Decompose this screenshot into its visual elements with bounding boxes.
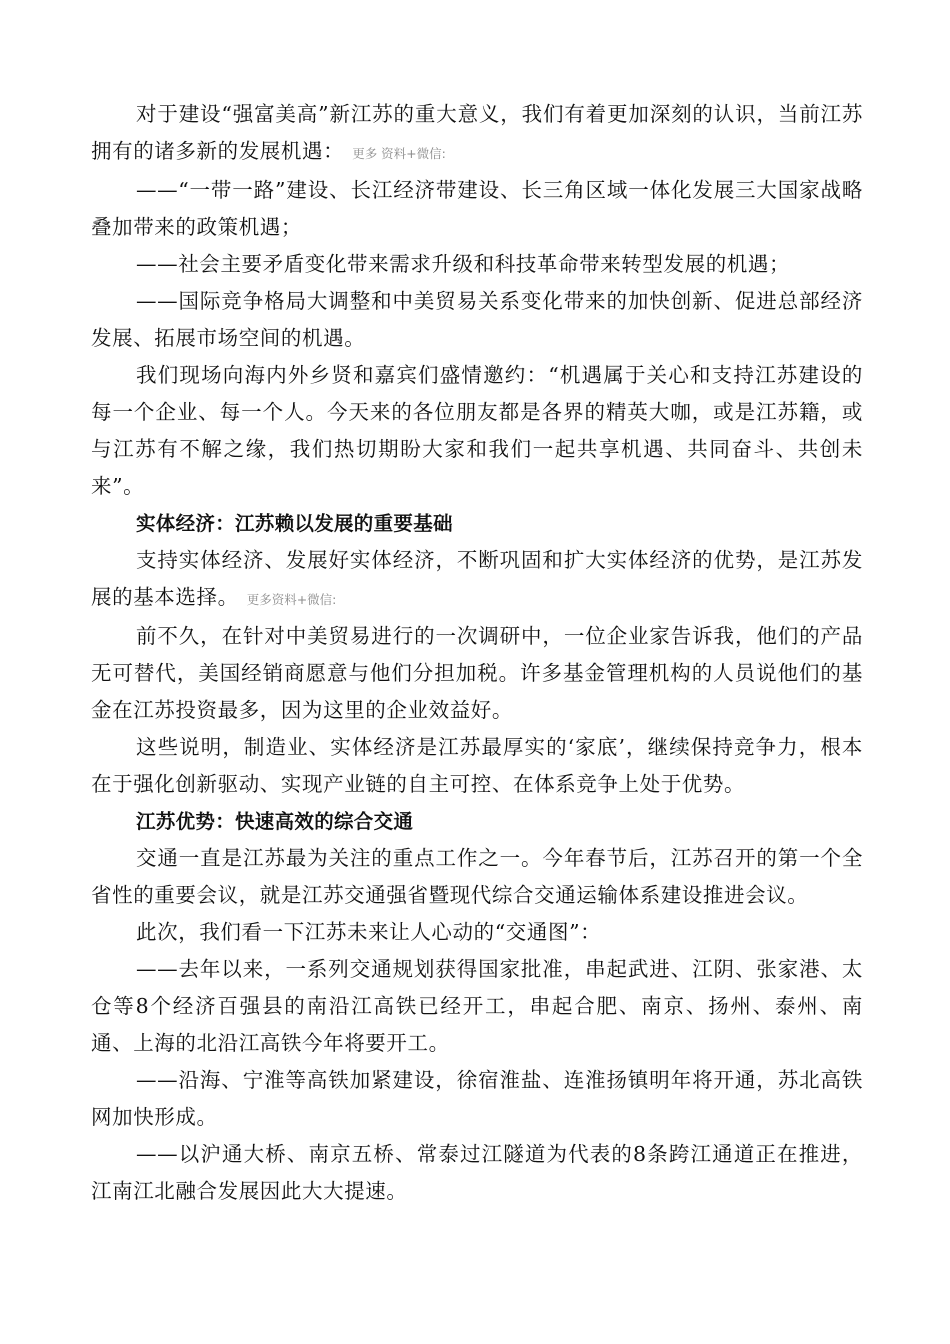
paragraph xyxy=(91,542,863,618)
paragraph: ——沿海、宁淮等高铁加紧建设，徐宿淮盐、连淮扬镇明年将开通，苏北高铁网加快形成。 xyxy=(91,1068,863,1129)
paragraph: 交通一直是江苏最为关注的重点工作之一。今年春节后，江苏召开的第一个全省性的重要会议，就是江苏交通强省暨现代综合交通运输体系建设推进会议。 xyxy=(91,846,863,907)
paragraph-text: 支持实体经济、发展好实体经济，不断巩固和扩大实体经济的优势，是江苏发展的基本选择。 xyxy=(91,548,863,609)
paragraph: 我们现场向海内外乡贤和嘉宾们盛情邀约：“机遇属于关心和支持江苏建设的每一个企业、每一个人。今天来的各位朋友都是各界的精英大咖，或是江苏籍，或与江苏有不解之缘，我们热切期盼大家和我们一起共享机遇、共同奋斗、共创未来”。 xyxy=(91,363,863,498)
paragraph: ——“一带一路”建设、长江经济带建设、长三角区域一体化发展三大国家战略叠加带来的政策机遇； xyxy=(91,178,863,239)
paragraph: 此次，我们看一下江苏未来让人心动的“交通图”： xyxy=(136,920,602,944)
section-heading: 江苏优势：快速高效的综合交通 xyxy=(136,810,414,833)
paragraph: ——社会主要矛盾变化带来需求升级和科技革命带来转型发展的机遇； xyxy=(136,252,791,276)
paragraph: 这些说明，制造业、实体经济是江苏最厚实的‘家底’，继续保持竞争力，根本在于强化创新驱动、实现产业链的自主可控、在体系竞争上处于优势。 xyxy=(91,735,863,796)
paragraph xyxy=(91,96,863,172)
paragraph: ——去年以来，一系列交通规划获得国家批准，串起武进、江阴、张家港、太仓等8个经济百强县的南沿江高铁已经开工，串起合肥、南京、扬州、泰州、南通、上海的北沿江高铁今年将要开工。 xyxy=(91,957,863,1055)
paragraph: ——以沪通大桥、南京五桥、常泰过江隧道为代表的8条跨江通道正在推进，江南江北融合发展因此大大提速。 xyxy=(91,1142,863,1203)
document-body xyxy=(91,96,863,1210)
paragraph-text: 对于建设“强富美高”新江苏的重大意义，我们有着更加深刻的认识，当前江苏拥有的诸多新的发展机遇： xyxy=(91,102,863,163)
watermark-note: 更多资料+微信: xyxy=(246,592,337,607)
section-heading: 实体经济：江苏赖以发展的重要基础 xyxy=(136,512,453,535)
paragraph: ——国际竞争格局大调整和中美贸易关系变化带来的加快创新、促进总部经济发展、拓展市场空间的机遇。 xyxy=(91,289,863,350)
paragraph: 前不久，在针对中美贸易进行的一次调研中，一位企业家告诉我，他们的产品无可替代，美国经销商愿意与他们分担加税。许多基金管理机构的人员说他们的基金在江苏投资最多，因为这里的企业效益好。 xyxy=(91,624,863,722)
watermark-note: 更多 资料+微信: xyxy=(352,146,446,161)
